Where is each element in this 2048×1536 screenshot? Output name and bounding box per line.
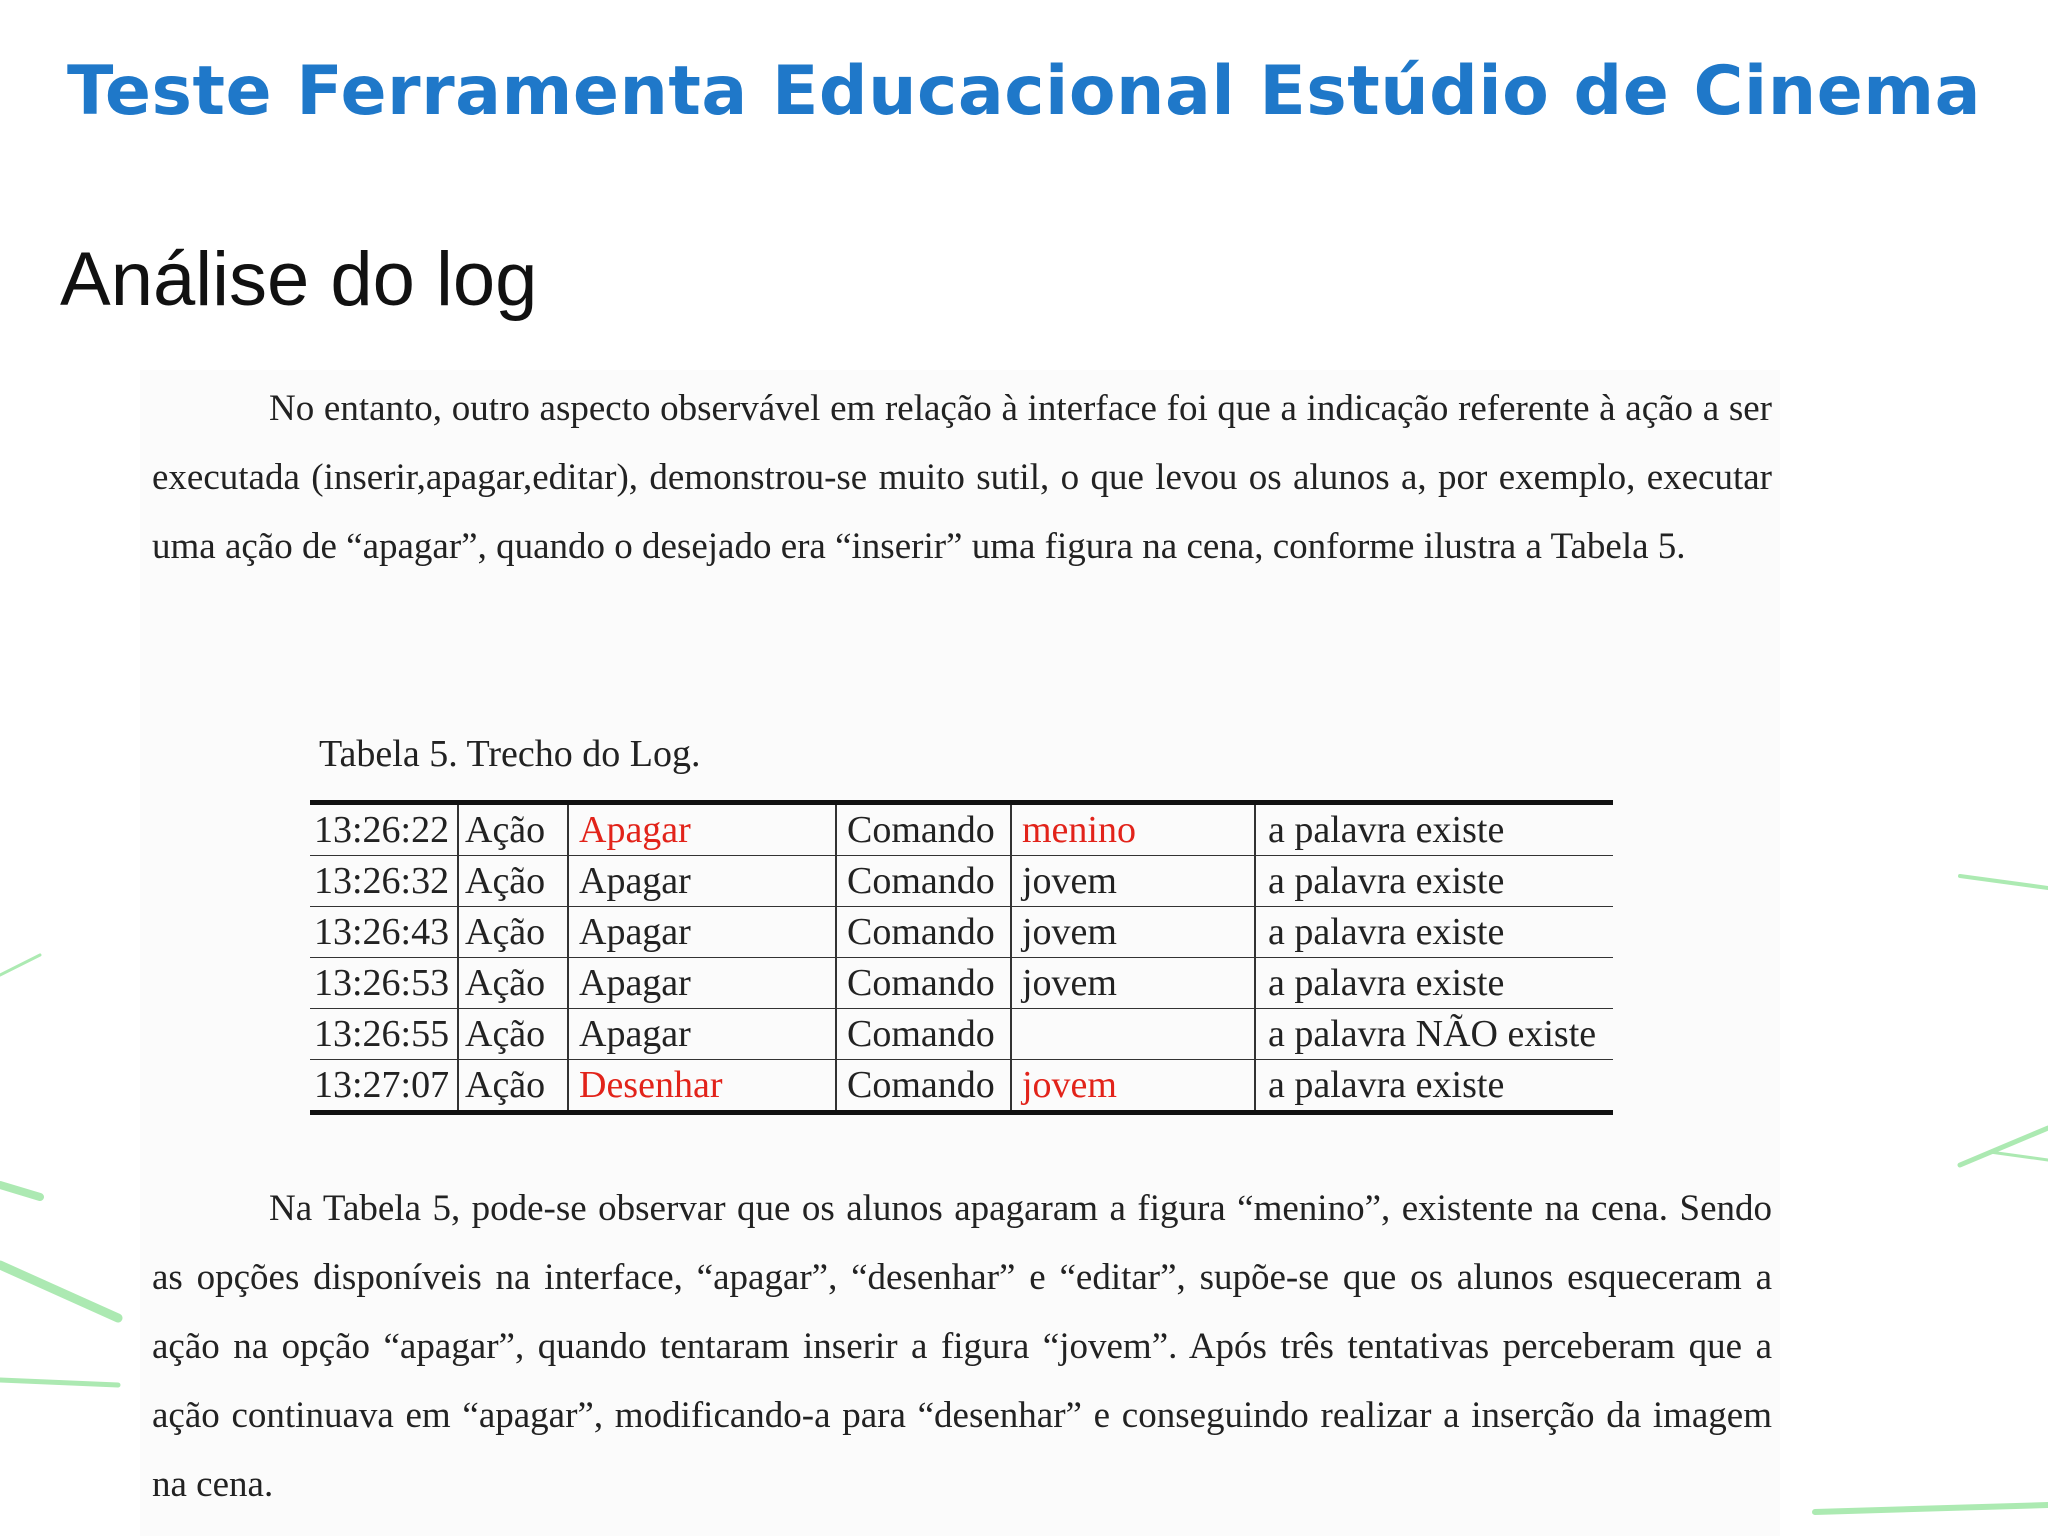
log-command-arg-cell: jovem [1011, 907, 1255, 958]
table-caption: Tabela 5. Trecho do Log. [319, 733, 701, 775]
log-command-label-cell: Comando [836, 1009, 1011, 1060]
log-time-cell: 13:27:07 [314, 1064, 450, 1106]
log-action-label-cell: Ação [458, 958, 568, 1009]
log-result-cell: a palavra NÃO existe [1255, 1009, 1613, 1060]
log-table-row [310, 1009, 1613, 1060]
log-action-cell: Apagar [568, 1009, 836, 1060]
log-command-arg-cell: jovem [1011, 856, 1255, 907]
log-result-cell: a palavra existe [1255, 803, 1613, 856]
log-command-label-cell: Comando [836, 958, 1011, 1009]
log-action-cell: Apagar [568, 803, 836, 856]
log-command-arg-cell: jovem [1011, 958, 1255, 1009]
log-action-cell: Apagar [568, 907, 836, 958]
log-command-label-cell: Comando [836, 907, 1011, 958]
log-action-label-cell: Ação [458, 856, 568, 907]
log-command-label-cell: Comando [836, 803, 1011, 856]
log-result-cell: a palavra existe [1255, 907, 1613, 958]
log-time-cell: 13:26:32 [310, 856, 458, 907]
log-table-row [310, 856, 1613, 907]
log-action-cell: Apagar [568, 958, 836, 1009]
document-paragraph-1 [152, 374, 1772, 581]
log-table-row [310, 958, 1613, 1009]
log-command-label-cell: Comando [836, 856, 1011, 907]
log-time-cell: 13:26:55 [310, 1009, 458, 1060]
log-table-row [310, 803, 1613, 856]
log-command-arg-cell: menino [1011, 803, 1255, 856]
log-action-cell: Desenhar [568, 1060, 836, 1113]
section-heading: Análise do log [60, 237, 538, 322]
log-result-cell: a palavra existe [1255, 1060, 1613, 1113]
log-action-label-cell: Ação [458, 1060, 568, 1113]
log-action-cell: Apagar [568, 856, 836, 907]
log-table-row [310, 1060, 1613, 1113]
log-time-cell: 13:26:43 [310, 907, 458, 958]
log-result-cell: a palavra existe [1255, 856, 1613, 907]
log-command-label-cell: Comando [836, 1060, 1011, 1113]
log-table [310, 800, 1613, 1115]
log-result-cell: a palavra existe [1255, 958, 1613, 1009]
log-action-label-cell: Ação [458, 803, 568, 856]
paragraph-2-text: Na Tabela 5, pode-se observar que os alunos apagaram a figura “menino”, existente na cena. Sendo as opções disponíveis na interface, “apagar”, “desenhar” e “editar”, supõe-se que os alunos esqueceram a ação na opção “apagar”, quando tentaram inserir a figura “jovem”. Após três tentativas perceberam que a ação continuava em “apagar”, modificando-a para “desenhar” e conseguindo realizar a inserção da imagem na cena. [152, 1188, 1772, 1505]
log-time-cell: 13:26:22 [310, 803, 458, 856]
log-action-label-cell: Ação [458, 907, 568, 958]
document-paragraph-2 [152, 1174, 1772, 1519]
log-command-arg-cell [1011, 1009, 1255, 1060]
slide-title: Teste Ferramenta Educacional Estúdio de Cinema [67, 52, 1981, 131]
paragraph-1-text: No entanto, outro aspecto observável em relação à interface foi que a indicação referente à ação a ser executada (inserir,apagar,editar), demonstrou-se muito sutil, o que levou os alunos a, por exemplo, executar uma ação de “apagar”, quando o desejado era “inserir” uma figura na cena, conforme ilustra a Tabela 5. [152, 388, 1772, 567]
log-action-label-cell: Ação [458, 1009, 568, 1060]
log-table-row [310, 907, 1613, 958]
log-time-cell: 13:26:53 [310, 958, 458, 1009]
log-command-arg-cell: jovem [1011, 1060, 1255, 1113]
